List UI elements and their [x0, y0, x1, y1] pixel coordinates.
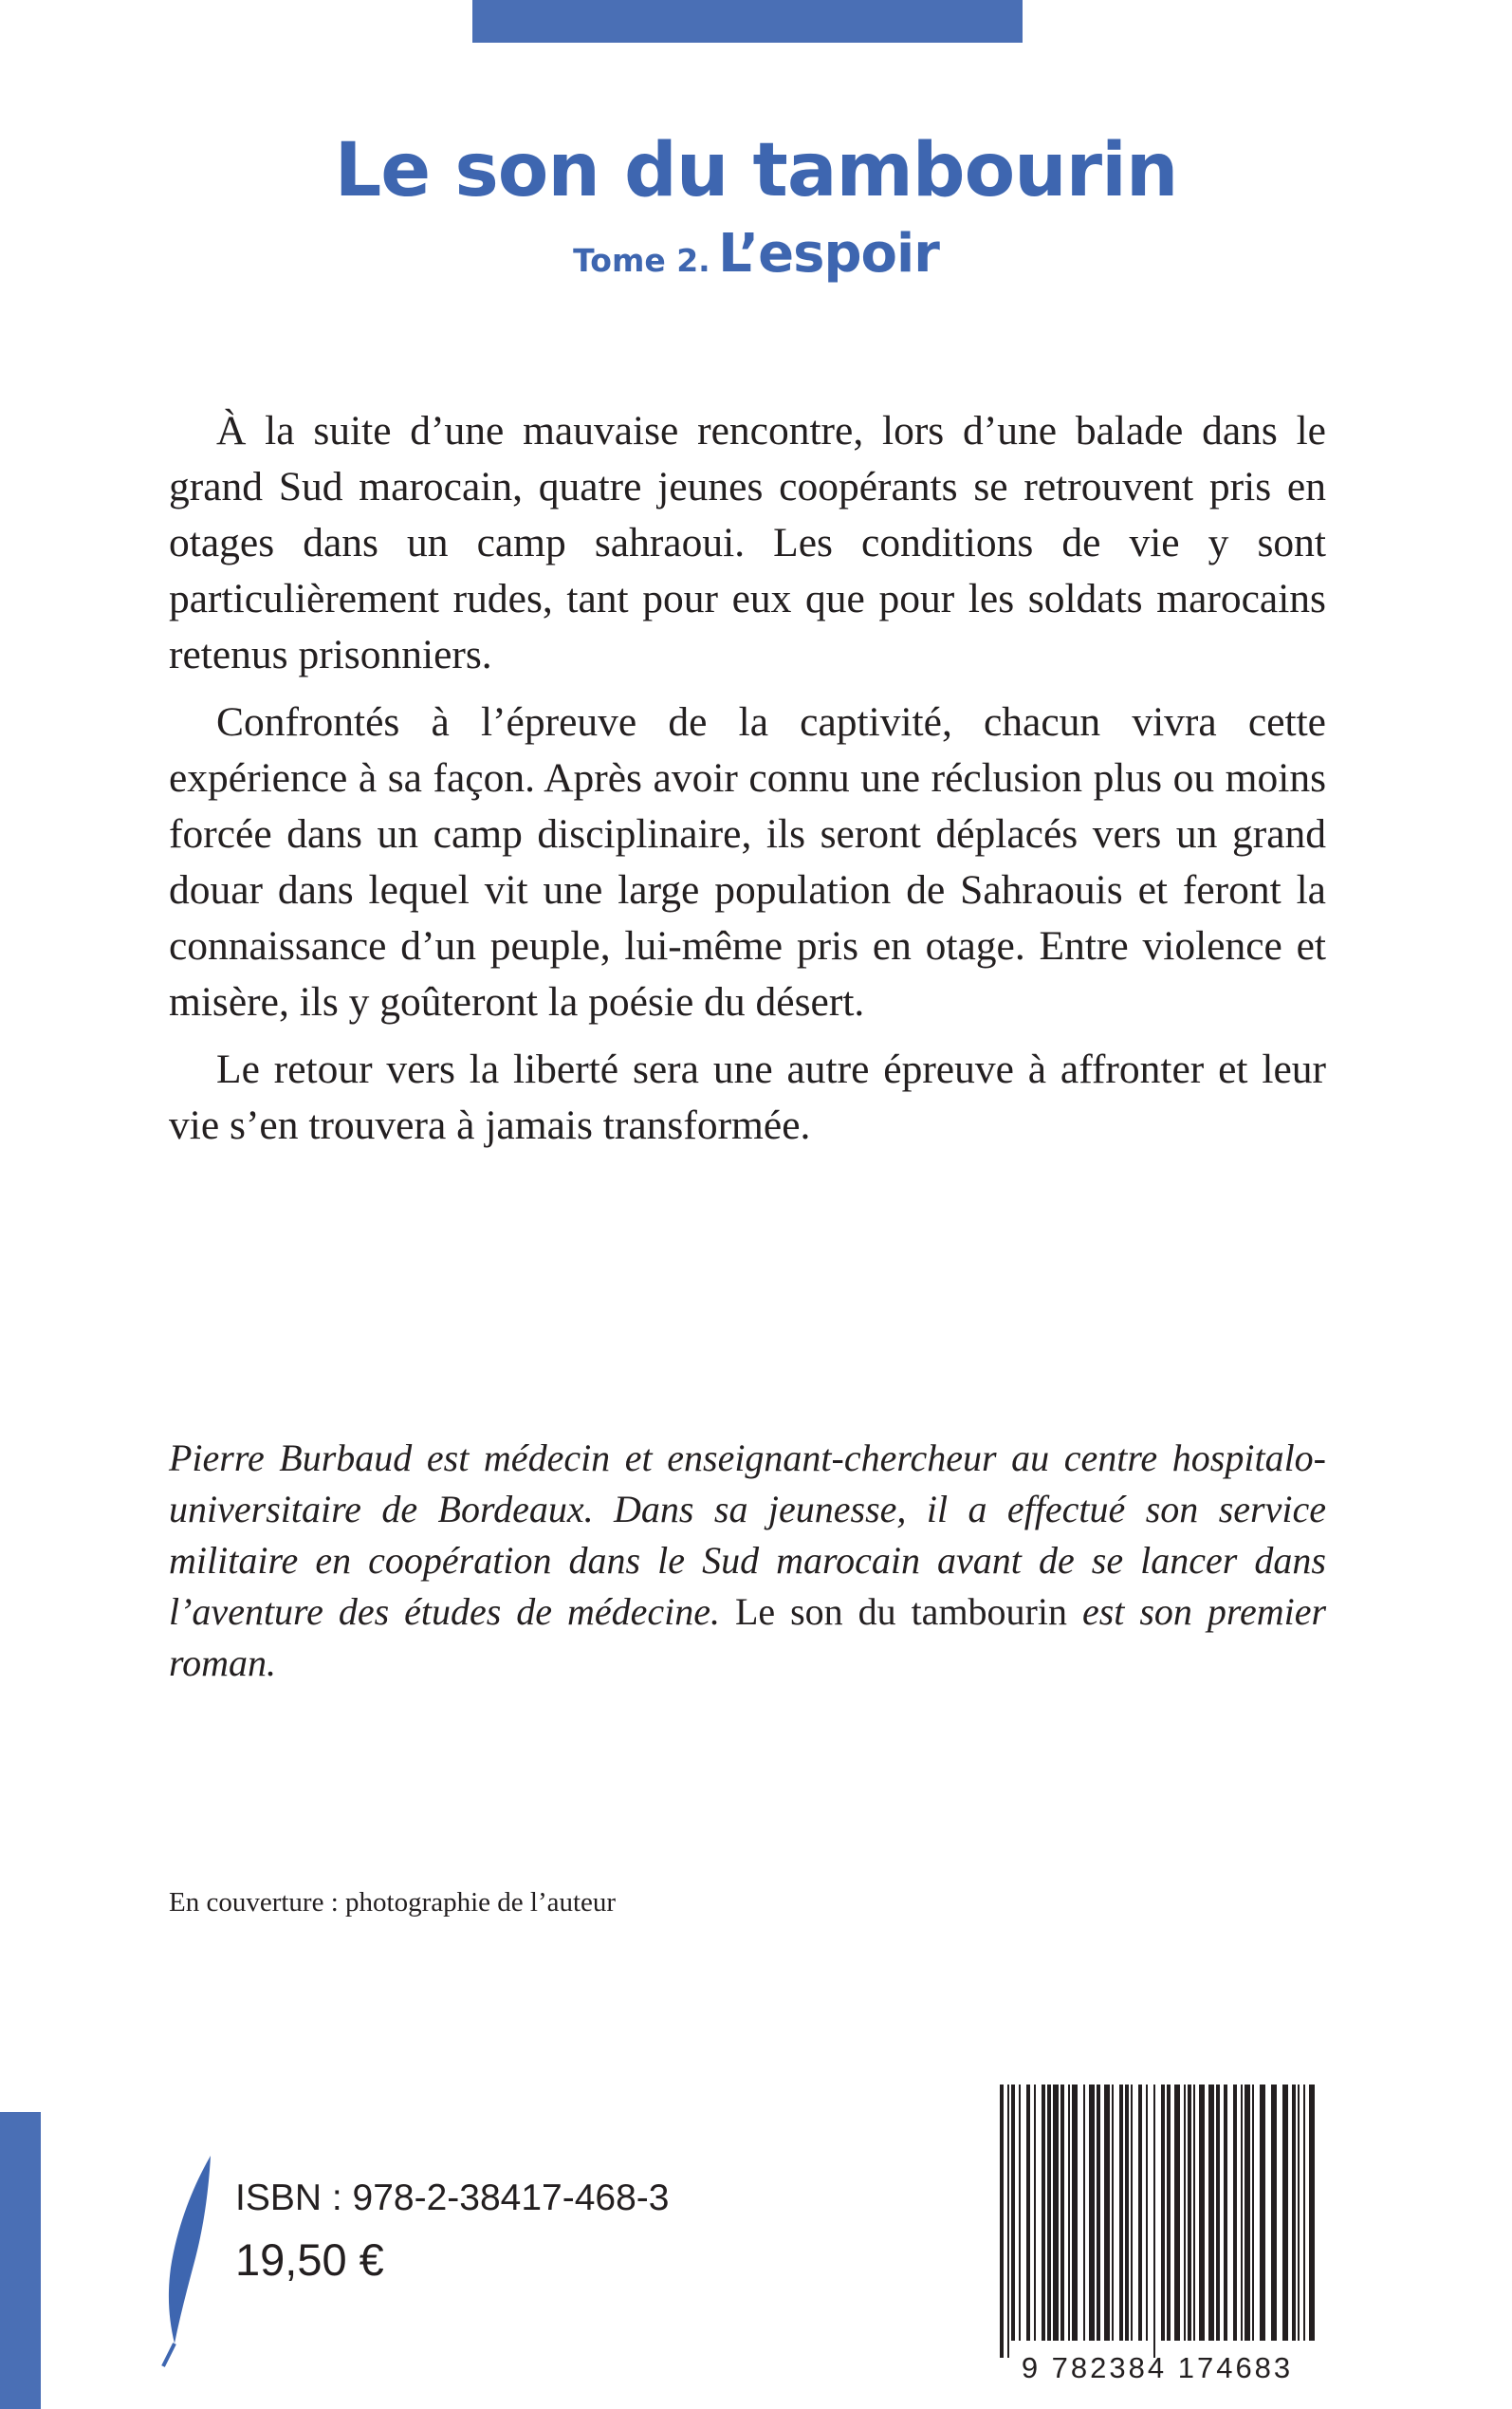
author-bio-text: Pierre Burbaud est médecin et enseignant-chercheur au centre hospitalo-universitaire de Bordeaux. Dans sa jeunesse, il a effectué son service militaire en coopération dans le Sud marocain avant de se lancer dans l’aventure des études de médecine. — [169, 1436, 1326, 1633]
isbn-number: ISBN : 978-2-38417-468-3 — [235, 2177, 670, 2218]
feather-icon — [159, 2154, 214, 2368]
back-cover-blurb — [169, 403, 1326, 1165]
left-accent-band — [0, 2112, 41, 2409]
cover-credit: En couverture : photographie de l’auteur — [169, 1887, 617, 1918]
volume-label: Tome 2. — [573, 242, 710, 279]
price: 19,50 € — [235, 2234, 384, 2285]
author-bio — [169, 1433, 1326, 1689]
book-subtitle — [0, 220, 1512, 298]
barcode-digits: 9 782384 174683 — [1021, 2351, 1294, 2384]
book-title: Le son du tambourin — [334, 128, 1178, 213]
blurb-paragraph: Confrontés à l’épreuve de la captivité, chacun vivra cette expérience à sa façon. Après avoir connu une réclusion plus ou moins forcée dans un camp disciplinaire, ils seront déplacés vers un grand douar dans lequel vit une large population de Sahraouis et feront la connaissance d’un peuple, lui-même pris en otage. Entre violence et misère, ils y goûteront la poésie du désert. — [169, 699, 1326, 1025]
barcode-icon — [994, 2085, 1326, 2360]
volume-name: L’espoir — [718, 223, 939, 285]
author-bio-book-title: Le son du tambourin — [734, 1590, 1067, 1633]
blurb-paragraph: À la suite d’une mauvaise rencontre, lors d’une balade dans le grand Sud marocain, quatre jeunes coopérants se retrouvent pris en otages dans un camp sahraoui. Les conditions de vie y sont particulièrement rudes, tant pour eux que pour les soldats marocains retenus prisonniers. — [169, 408, 1326, 677]
blurb-paragraph: Le retour vers la liberté sera une autre épreuve à affronter et leur vie s’en trouvera à jamais transformée. — [169, 1047, 1326, 1148]
author-bio-text-end: est son premier roman. — [169, 1590, 1327, 1684]
top-accent-bar — [472, 0, 1023, 43]
